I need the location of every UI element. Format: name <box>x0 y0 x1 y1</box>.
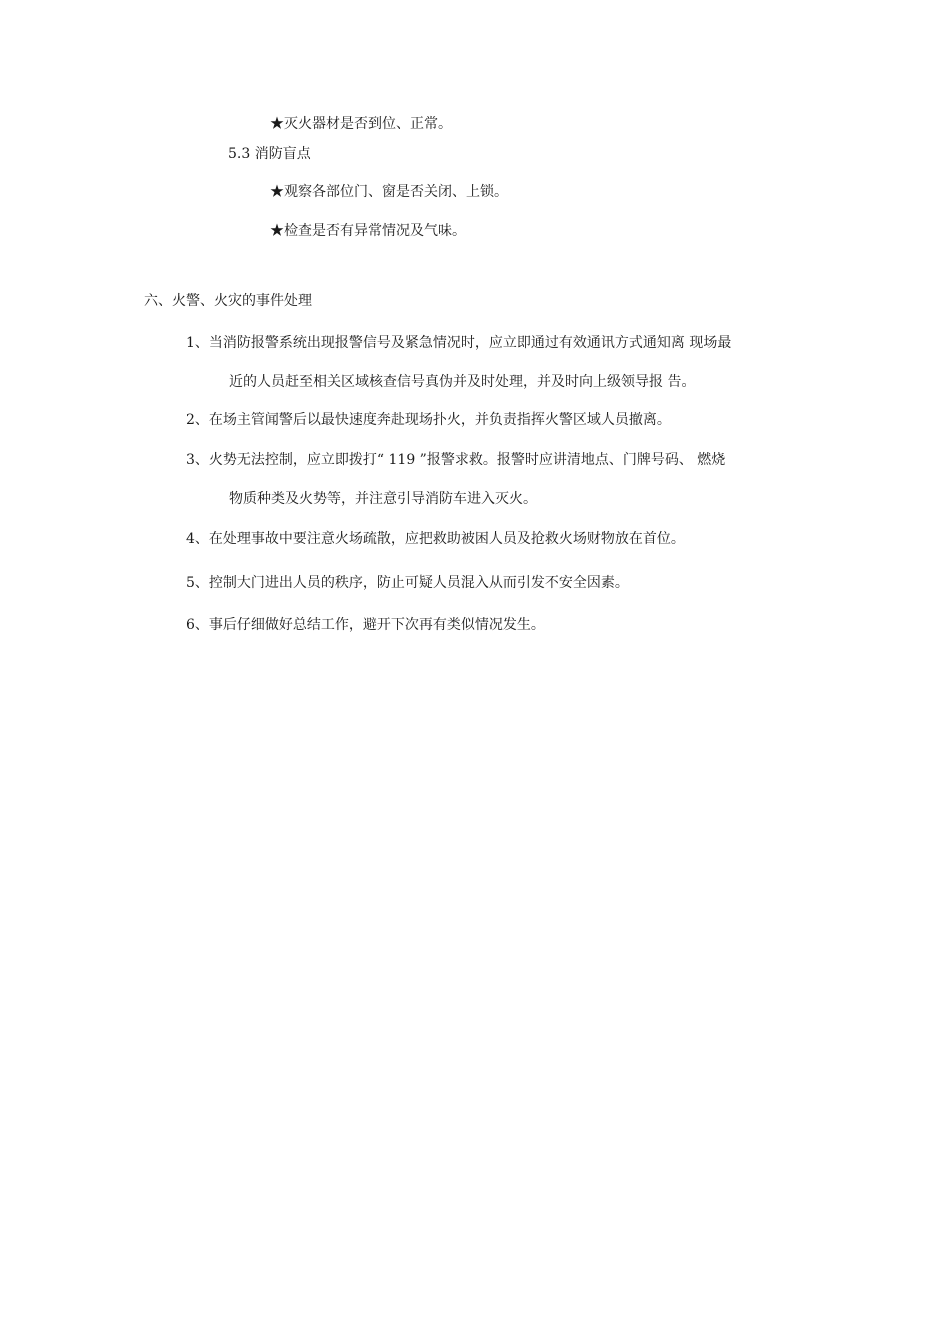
list-item-3-line-2: 物质种类及火势等，并注意引导消防车进入灭火。 <box>229 491 537 507</box>
list-item-3-line-1: 3、火势无法控制，应立即拨打“ 119 ”报警求救。报警时应讲清地点、门牌号码、 燃烧 <box>186 452 726 468</box>
list-item-4: 4、在处理事故中要注意火场疏散，应把救助被困人员及抢救火场财物放在首位。 <box>186 531 685 547</box>
list-item-6: 6、事后仔细做好总结工作，避开下次再有类似情况发生。 <box>186 617 545 633</box>
checklist-item-fire-equipment: ★灭火器材是否到位、正常。 <box>270 116 452 132</box>
list-item-1-line-1: 1、当消防报警系统出现报警信号及紧急情况时，应立即通过有效通讯方式通知离 现场最 <box>186 335 732 351</box>
section-heading-fire-handling: 六、火警、火灾的事件处理 <box>144 293 312 309</box>
list-item-1-line-2: 近的人员赶至相关区域核查信号真伪并及时处理，并及时向上级领导报 告。 <box>229 374 696 390</box>
checklist-item-abnormal-conditions: ★检查是否有异常情况及气味。 <box>270 223 466 239</box>
subsection-heading-fire-blind-spots: 5.3 消防盲点 <box>228 146 311 162</box>
list-item-2: 2、在场主管闻警后以最快速度奔赴现场扑火，并负责指挥火警区域人员撤离。 <box>186 412 671 428</box>
list-item-5: 5、控制大门进出人员的秩序，防止可疑人员混入从而引发不安全因素。 <box>186 575 629 591</box>
checklist-item-doors-windows: ★观察各部位门、窗是否关闭、上锁。 <box>270 184 508 200</box>
